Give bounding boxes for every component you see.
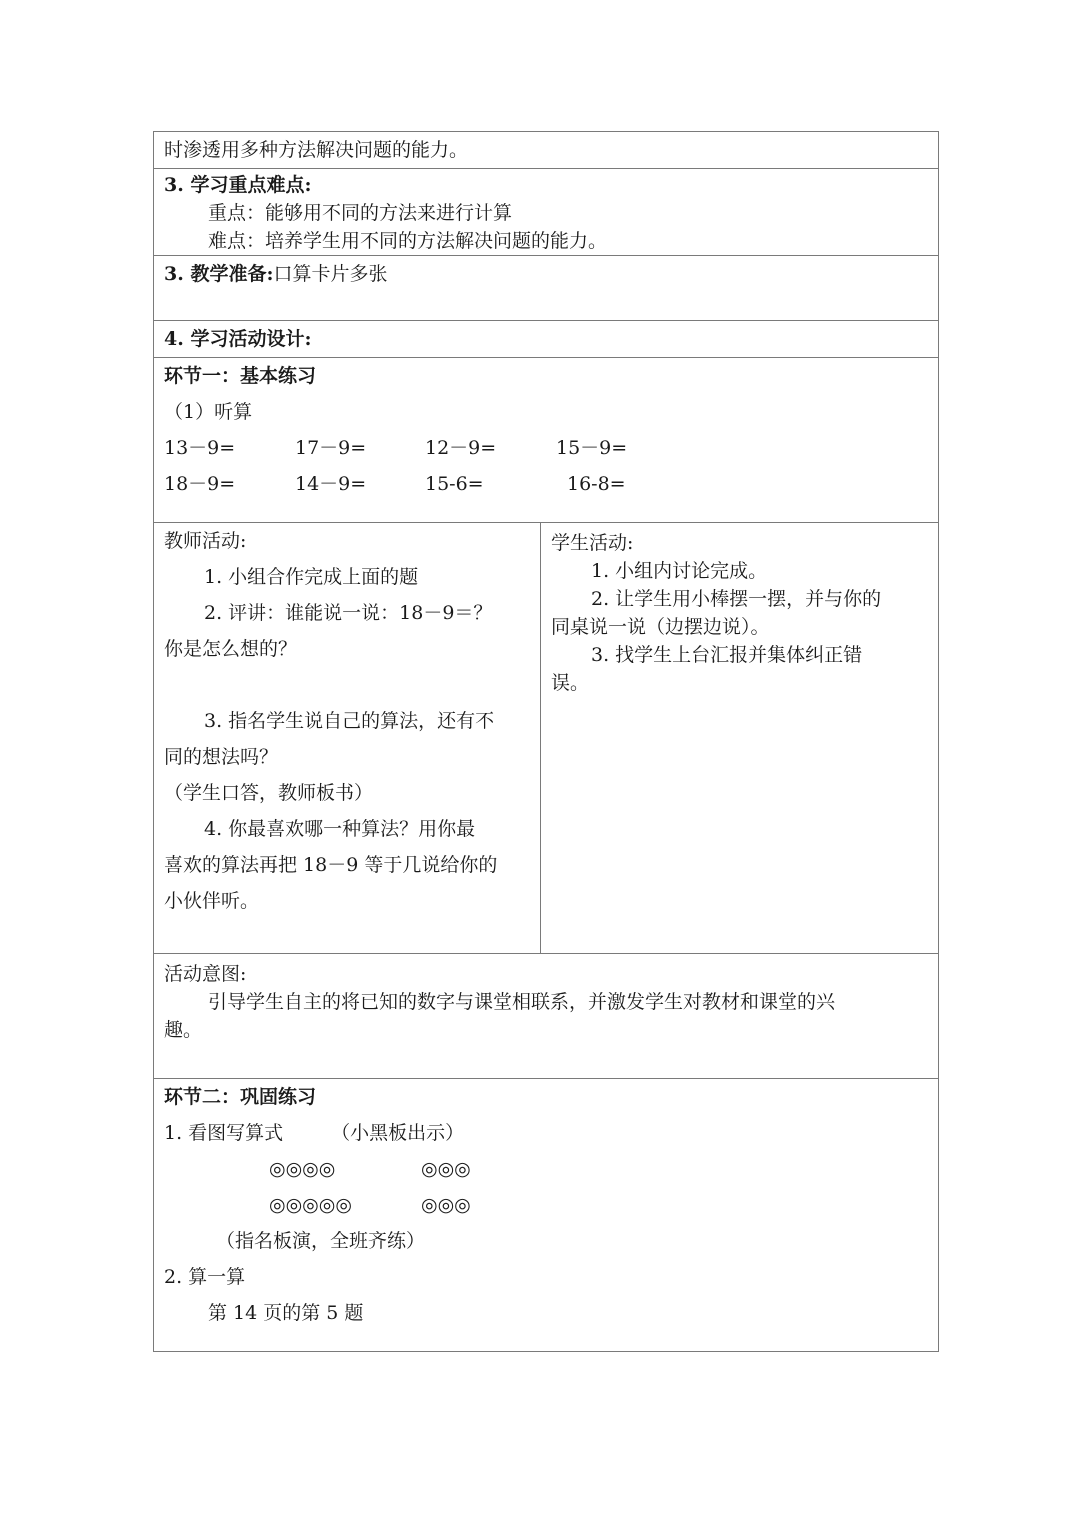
teacher-line: 1. 小组合作完成上面的题 (204, 566, 419, 588)
focus-text: 重点：能够用不同的方法来进行计算 (208, 202, 513, 224)
circles-group: ◎◎◎ (421, 1194, 471, 1216)
item1-note: （小黑板出示） (331, 1122, 465, 1144)
preparation-heading: 3. 教学准备: (164, 263, 274, 285)
student-line: 3. 找学生上台汇报并集体纠正错 (591, 644, 863, 666)
teacher-line: 喜欢的算法再把 18－9 等于几说给你的 (164, 854, 498, 876)
row-preparation (154, 256, 939, 321)
difficulty-text: 难点：培养学生用不同的方法解决问题的能力。 (208, 230, 608, 252)
section-two-heading: 环节二：巩固练习 (164, 1086, 317, 1108)
student-heading: 学生活动: (551, 532, 634, 554)
calc-row-2 (164, 466, 928, 502)
row-section-one (154, 358, 939, 523)
key-points-heading: 3. 学习重点难点: (164, 174, 312, 196)
teacher-line: 小伙伴听。 (164, 890, 260, 912)
calc-item: 15－9= (556, 437, 628, 459)
continuation-text: 时渗透用多种方法解决问题的能力。 (164, 139, 469, 161)
practice-note: （指名板演，全班齐练） (216, 1230, 426, 1252)
calc-row-1 (164, 430, 928, 466)
activity-design-heading: 4. 学习活动设计: (164, 328, 312, 350)
calc-item: 12－9= (425, 437, 497, 459)
row-section-two (154, 1079, 939, 1352)
lesson-plan-table (153, 131, 939, 1352)
intent-line: 趣。 (164, 1019, 203, 1041)
student-line: 2. 让学生用小棒摆一摆，并与你的 (591, 588, 882, 610)
circles-row-1 (164, 1151, 928, 1187)
row-activities (154, 523, 939, 954)
circles-group: ◎◎◎◎ (269, 1158, 336, 1180)
calc-item: 13－9= (164, 437, 236, 459)
row-continuation (154, 132, 939, 169)
teacher-line: 2. 评讲：谁能说一说：18－9＝？ (204, 602, 493, 624)
item2-detail: 第 14 页的第 5 题 (208, 1302, 364, 1324)
row-intent (154, 954, 939, 1079)
preparation-line (164, 256, 928, 292)
teacher-line: （学生口答，教师板书） (164, 782, 374, 804)
row-activity-design (154, 321, 939, 358)
calc-item: 18－9= (164, 473, 236, 495)
lesson-plan-document (153, 131, 938, 1352)
teacher-heading: 教师活动: (164, 530, 247, 552)
student-line: 同桌说一说（边摆边说）。 (551, 616, 770, 638)
intent-heading: 活动意图: (164, 963, 247, 985)
preparation-text: 口算卡片多张 (273, 263, 388, 285)
student-line: 1. 小组内讨论完成。 (591, 560, 768, 582)
student-line: 误。 (551, 672, 590, 694)
section-two-item2: 2. 算一算 (164, 1266, 246, 1288)
section-one-sub: （1）听算 (164, 401, 253, 423)
teacher-line: 4. 你最喜欢哪一种算法？用你最 (204, 818, 476, 840)
calc-item: 15-6= (425, 473, 484, 495)
teacher-line: 3. 指名学生说自己的算法，还有不 (204, 710, 495, 732)
teacher-spacer (164, 667, 530, 703)
teacher-line: 同的想法吗？ (164, 746, 279, 768)
student-activity-cell (541, 523, 939, 954)
item1-text: 1. 看图写算式 (164, 1122, 284, 1144)
circles-row-2 (164, 1187, 928, 1223)
intent-line: 引导学生自主的将已知的数字与课堂相联系，并激发学生对教材和课堂的兴 (208, 991, 836, 1013)
calc-item: 17－9= (295, 437, 367, 459)
circles-group: ◎◎◎◎◎ (269, 1194, 352, 1216)
section-two-item1 (164, 1115, 928, 1151)
row-key-points (154, 169, 939, 256)
teacher-line: 你是怎么想的？ (164, 638, 298, 660)
circles-group: ◎◎◎ (421, 1158, 471, 1180)
calc-item: 14－9= (295, 473, 367, 495)
section-one-heading: 环节一：基本练习 (164, 365, 317, 387)
teacher-activity-cell (154, 523, 541, 954)
calc-item: 16-8= (567, 473, 626, 495)
